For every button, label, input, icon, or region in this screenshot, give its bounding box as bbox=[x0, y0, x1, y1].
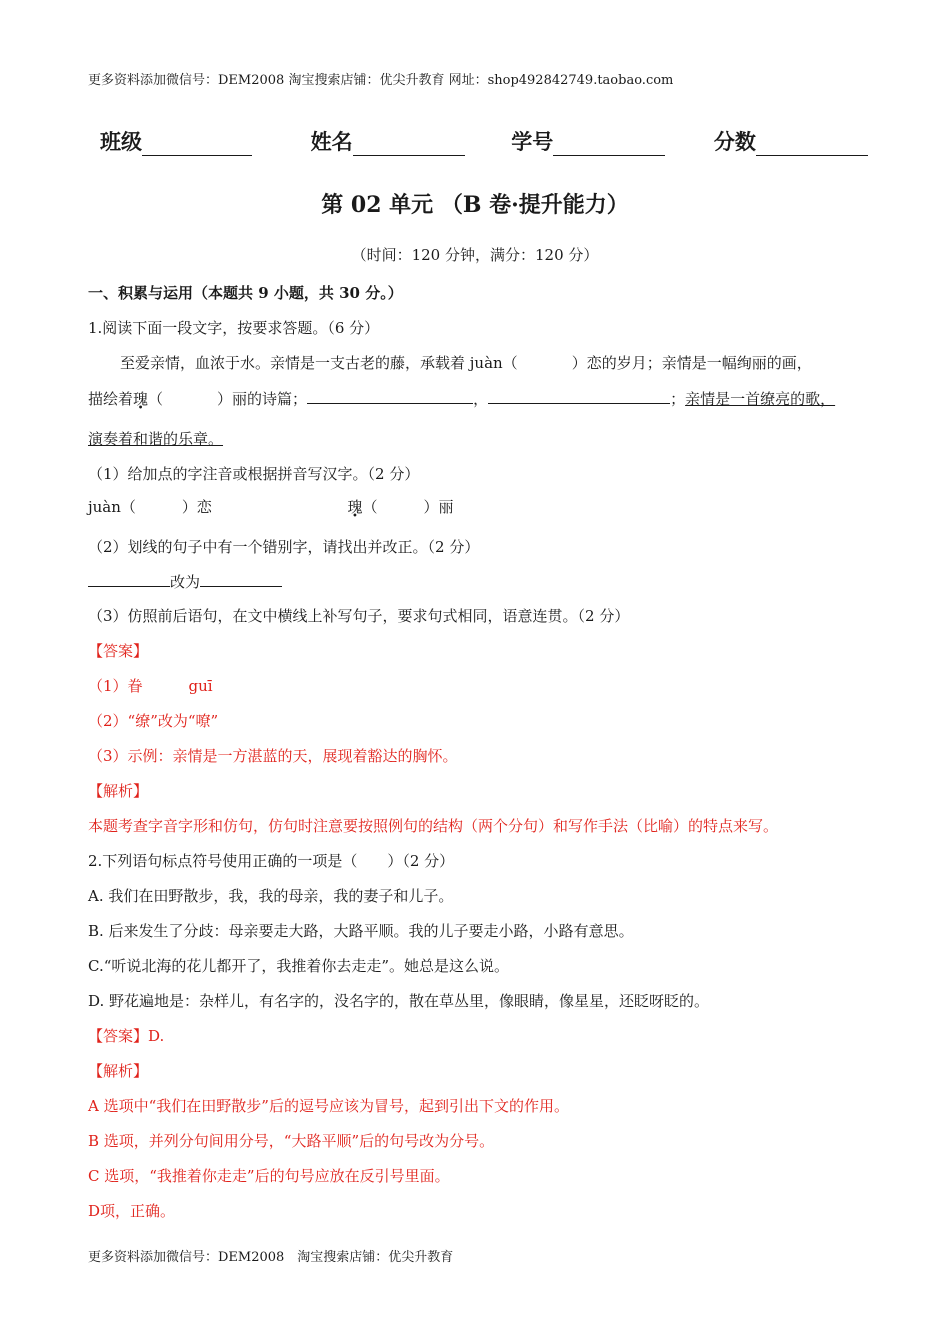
q2-option-a: A. 我们在田野散步，我，我的母亲，我的妻子和儿子。 bbox=[88, 887, 454, 905]
class-label: 班级 bbox=[100, 129, 142, 154]
q2-option-c: C.“听说北海的花儿都开了，我推着你去走走”。她总是这么说。 bbox=[88, 957, 510, 975]
q1-stem: 1.阅读下面一段文字，按要求答题。（6 分） bbox=[88, 319, 380, 337]
q1-answer-3: （3）示例：亲情是一方湛蓝的天，展现着豁达的胸怀。 bbox=[88, 747, 458, 765]
q1-passage-line2 bbox=[88, 387, 835, 410]
dotted-character: 瑰 bbox=[133, 390, 149, 408]
q1-sub2: （2）划线的句子中有一个错别字，请找出并改正。（2 分） bbox=[88, 538, 480, 556]
fill-blank[interactable] bbox=[307, 387, 473, 404]
q1-sub2-fill bbox=[88, 570, 282, 593]
q2-analysis-d: D项，正确。 bbox=[88, 1202, 176, 1220]
page-title: 第 02 单元 （B 卷·提升能力） bbox=[321, 192, 629, 218]
q2-analysis-b: B 选项，并列分句间用分号，“大路平顺”后的句号改为分号。 bbox=[88, 1132, 495, 1150]
footer-note: 更多资料添加微信号：DEM2008 淘宝搜索店铺：优尖升教育 bbox=[88, 1250, 454, 1265]
fill-blank[interactable] bbox=[488, 387, 670, 404]
passage-text: ）丽的诗篇； bbox=[217, 390, 308, 408]
q1-answer-1 bbox=[88, 675, 213, 697]
dotted-character: 瑰 bbox=[347, 498, 363, 516]
q1-answer-2: （2）“缭”改为“嘹” bbox=[88, 712, 219, 730]
header-note: 更多资料添加微信号：DEM2008 淘宝搜索店铺：优尖升教育 网址：shop492842749.taobao.com bbox=[88, 73, 674, 88]
student-id-label: 学号 bbox=[511, 129, 554, 154]
passage-text: ）恋的岁月；亲情是一幅绚丽的画， bbox=[571, 354, 812, 372]
q2-option-b: B. 后来发生了分歧：母亲要走大路，大路平顺。我的儿子要走小路，小路有意思。 bbox=[88, 922, 634, 940]
fill-blank[interactable] bbox=[200, 570, 282, 587]
score-blank[interactable] bbox=[756, 133, 868, 156]
q1-analysis: 本题考查字音字形和仿句，仿句时注意要按照例句的结构（两个分句）和写作手法（比喻）的特点来写。 bbox=[88, 817, 779, 835]
passage-text: （ bbox=[148, 390, 164, 408]
pinyin-item: ）恋 bbox=[181, 498, 212, 516]
underlined-sentence: 亲情是一首缭亮的歌， bbox=[685, 390, 836, 408]
pinyin-item: juàn（ bbox=[88, 498, 136, 516]
q1-answer-label: 【答案】 bbox=[88, 642, 149, 660]
fill-label: 改为 bbox=[170, 573, 201, 591]
q1-sub3: （3）仿照前后语句，在文中横线上补写句子，要求句式相同，语意连贯。（2 分） bbox=[88, 607, 630, 625]
student-id-blank[interactable] bbox=[553, 133, 665, 156]
q2-analysis-a: A 选项中“我们在田野散步”后的逗号应该为冒号，起到引出下文的作用。 bbox=[88, 1097, 569, 1115]
underlined-sentence: 演奏着和谐的乐章。 bbox=[88, 430, 224, 448]
q2-analysis-label: 【解析】 bbox=[88, 1062, 149, 1080]
score-label: 分数 bbox=[713, 129, 756, 154]
exam-meta: （时间：120 分钟，满分：120 分） bbox=[351, 246, 599, 264]
class-blank[interactable] bbox=[142, 133, 252, 156]
section-heading: 一、积累与运用（本题共 9 小题，共 30 分。） bbox=[88, 284, 403, 302]
passage-text: 至爱亲情，血浓于水。亲情是一支古老的藤，承载着 juàn（ bbox=[120, 354, 518, 372]
pinyin-item: （ bbox=[362, 498, 378, 516]
q2-stem: 2.下列语句标点符号使用正确的一项是（ ）（2 分） bbox=[88, 852, 455, 870]
q1-sub1-answer-row bbox=[88, 496, 454, 518]
pinyin-item: ）丽 bbox=[423, 498, 454, 516]
passage-text: ； bbox=[670, 390, 686, 408]
q2-analysis-c: C 选项，“我推着你走走”后的句号应放在反引号里面。 bbox=[88, 1167, 450, 1185]
q2-option-d: D. 野花遍地是：杂样儿，有名字的，没名字的，散在草丛里，像眼睛，像星星，还眨呀眨的。 bbox=[88, 992, 710, 1010]
q1-passage-line1 bbox=[120, 352, 812, 374]
answer-text: guī bbox=[188, 677, 213, 695]
name-blank[interactable] bbox=[353, 133, 465, 156]
passage-text: ， bbox=[473, 390, 489, 408]
answer-text: （1）眷 bbox=[88, 677, 143, 695]
q1-passage-line3 bbox=[88, 428, 223, 450]
q1-sub1: （1）给加点的字注音或根据拼音写汉字。（2 分） bbox=[88, 465, 420, 483]
q2-answer: 【答案】D. bbox=[88, 1027, 165, 1045]
passage-text: 描绘着 bbox=[88, 390, 134, 408]
fill-blank[interactable] bbox=[88, 570, 170, 587]
name-label: 姓名 bbox=[310, 129, 353, 154]
student-info-fields bbox=[100, 126, 868, 156]
q1-analysis-label: 【解析】 bbox=[88, 782, 149, 800]
